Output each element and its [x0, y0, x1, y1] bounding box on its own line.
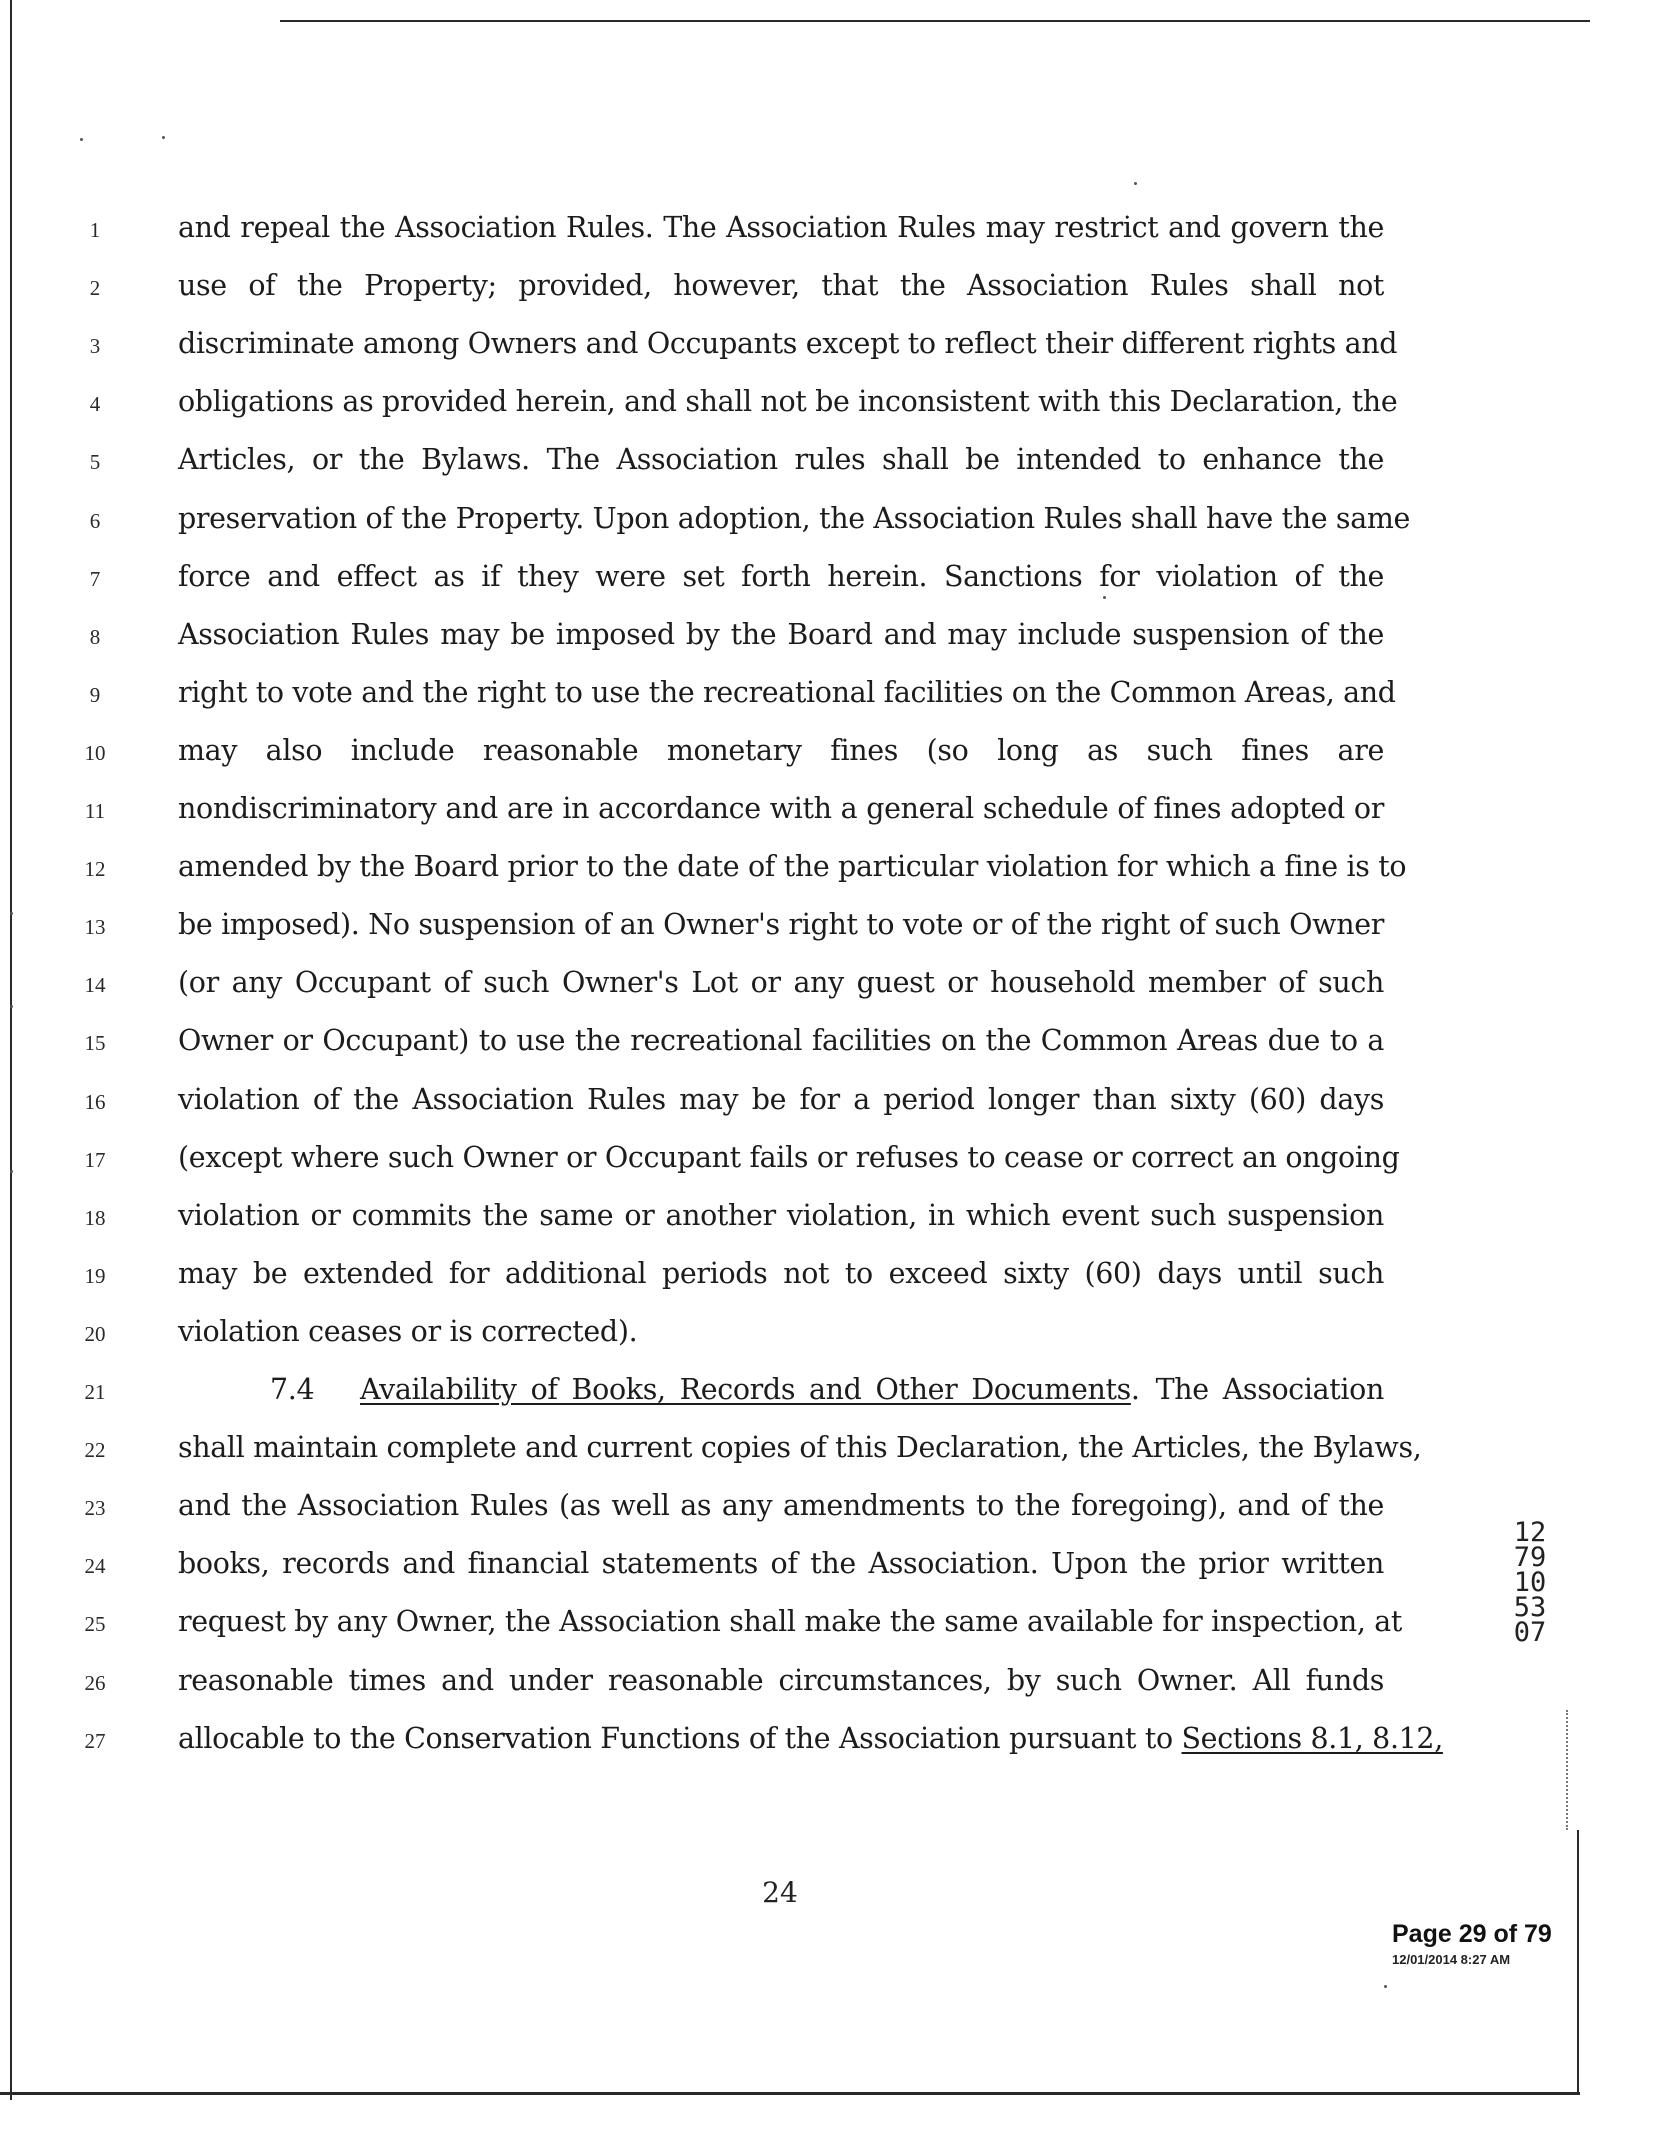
- line-number: 9: [89, 682, 101, 707]
- line-number: 24: [84, 1554, 106, 1579]
- text-line: may be extended for additional periods not to exceed sixty (60) days until such: [178, 1256, 1384, 1290]
- left-margin-rule: [10, 0, 12, 2100]
- text-line: (or any Occupant of such Owner's Lot or any guest or household member of such: [178, 966, 1384, 1000]
- text-line: force and effect as if they were set forth herein. Sanctions for violation of the: [178, 559, 1384, 593]
- section-title: Availability of Books, Records and Other Documents: [360, 1373, 1131, 1406]
- text-line: preservation of the Property. Upon adoption, the Association Rules shall have the same: [178, 501, 1411, 535]
- page-count-stamp: Page 29 of 79: [1392, 1920, 1552, 1948]
- section-first-line-text: The Association: [1155, 1373, 1384, 1406]
- section-reference-link: Sections 8.1, 8.12,: [1181, 1721, 1443, 1755]
- text-line: books, records and financial statements of the Association. Upon the prior written: [178, 1547, 1384, 1581]
- line-number: 20: [84, 1321, 106, 1346]
- line-number: 5: [89, 450, 101, 475]
- section-number: 7.4: [270, 1373, 315, 1406]
- line-number: 23: [84, 1496, 106, 1521]
- line-number: 1: [89, 218, 101, 242]
- recording-date-stamp: 12/01/2014 8:27 AM: [1392, 1952, 1511, 1967]
- line-number: 10: [84, 740, 106, 765]
- line-number: 6: [89, 508, 101, 533]
- scan-speck: [162, 136, 165, 139]
- scan-speck: [10, 1170, 13, 1173]
- line-number: 8: [89, 624, 101, 649]
- line-number: 4: [89, 392, 101, 417]
- text-line: obligations as provided herein, and shall not be inconsistent with this Declaration, the: [178, 385, 1398, 419]
- page-number: 24: [762, 1876, 798, 1909]
- text-line: violation of the Association Rules may be for a period longer than sixty (60) days: [178, 1082, 1384, 1116]
- section-title-period: .: [1130, 1373, 1140, 1406]
- top-rule: [280, 20, 1590, 22]
- section-heading-line: [178, 1370, 1384, 1410]
- scan-speck: [10, 912, 13, 915]
- document-number-stamp: 1279105307: [1513, 1517, 1547, 1648]
- scan-speck: [80, 138, 83, 141]
- line-number: 25: [84, 1612, 106, 1637]
- line-number: 27: [84, 1728, 106, 1753]
- text-line: amended by the Board prior to the date of the particular violation for which a fine is to: [178, 850, 1407, 884]
- scan-speck: [10, 1005, 13, 1008]
- text-line: Association Rules may be imposed by the Board and may include suspension of the: [178, 617, 1384, 651]
- last-line-text: allocable to the Conservation Functions of the Association pursuant to: [178, 1721, 1173, 1755]
- text-line: use of the Property; provided, however, that the Association Rules shall not: [178, 269, 1384, 303]
- text-line: violation or commits the same or another violation, in which event such suspension: [178, 1198, 1384, 1232]
- line-number: 14: [84, 973, 106, 998]
- bottom-rule: [0, 2092, 1580, 2095]
- line-number: 22: [84, 1438, 106, 1463]
- text-line: (except where such Owner or Occupant fails or refuses to cease or correct an ongoing: [178, 1140, 1400, 1174]
- line-number: 16: [84, 1089, 106, 1114]
- line-number: 13: [84, 915, 106, 940]
- line-number: 17: [84, 1147, 106, 1172]
- right-dotted-rule: [1566, 1710, 1568, 1830]
- text-line: and repeal the Association Rules. The Association Rules may restrict and govern the: [178, 211, 1384, 244]
- text-line: Articles, or the Bylaws. The Association rules shall be intended to enhance the: [178, 443, 1384, 477]
- text-line: Owner or Occupant) to use the recreational facilities on the Common Areas due to a: [178, 1024, 1384, 1058]
- text-line: reasonable times and under reasonable circumstances, by such Owner. All funds: [178, 1663, 1384, 1697]
- line-number: 2: [89, 276, 101, 301]
- text-line: shall maintain complete and current copies of this Declaration, the Articles, the Bylaws,: [178, 1431, 1422, 1465]
- text-line: and the Association Rules (as well as any amendments to the foregoing), and of the: [178, 1489, 1384, 1523]
- text-line: request by any Owner, the Association shall make the same available for inspection, at: [178, 1605, 1402, 1639]
- line-number: 12: [84, 857, 106, 882]
- text-line: may also include reasonable monetary fines (so long as such fines are: [178, 733, 1384, 767]
- text-line: violation ceases or is corrected).: [178, 1314, 638, 1348]
- text-line: [178, 1719, 1443, 1759]
- text-line: discriminate among Owners and Occupants except to reflect their different rights and: [178, 327, 1398, 361]
- line-number: 21: [84, 1380, 106, 1404]
- line-number: 26: [84, 1670, 106, 1695]
- line-number: 3: [89, 334, 101, 359]
- text-line: be imposed). No suspension of an Owner's right to vote or of the right of such Owner: [178, 908, 1384, 942]
- line-number: 11: [84, 799, 106, 823]
- line-number: 15: [84, 1031, 106, 1056]
- scan-speck: [1384, 1985, 1387, 1988]
- line-number: 7: [89, 566, 101, 591]
- scan-speck: [1134, 182, 1137, 185]
- text-line: right to vote and the right to use the recreational facilities on the Common Areas, and: [178, 675, 1396, 709]
- right-margin-rule: [1577, 1830, 1579, 2095]
- text-line: nondiscriminatory and are in accordance with a general schedule of fines adopted or: [178, 792, 1384, 825]
- line-number: 18: [84, 1205, 106, 1230]
- line-number: 19: [84, 1263, 106, 1288]
